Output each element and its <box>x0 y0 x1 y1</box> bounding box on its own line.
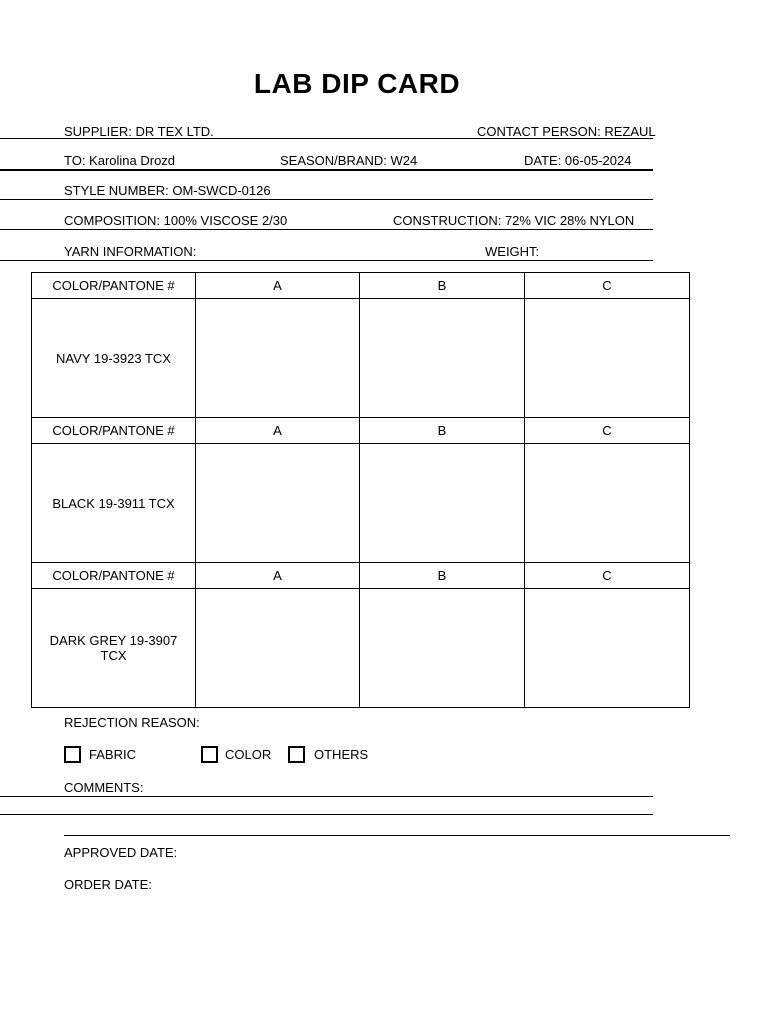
composition-field: COMPOSITION: 100% VISCOSE 2/30 <box>64 213 288 228</box>
color-pantone-header: COLOR/PANTONE # <box>32 273 196 299</box>
column-b-header: B <box>360 418 525 444</box>
others-label: OTHERS <box>314 747 369 762</box>
style-number-field: STYLE NUMBER: OM-SWCD-0126 <box>64 183 271 198</box>
date-field: DATE: 06-05-2024 <box>524 153 632 168</box>
column-c-header: C <box>525 273 690 299</box>
fabric-checkbox[interactable] <box>64 746 81 763</box>
divider <box>64 835 730 836</box>
divider <box>0 169 653 171</box>
contact-person-field: CONTACT PERSON: REZAUL <box>477 124 656 139</box>
color-name-cell: NAVY 19-3923 TCX <box>32 299 196 418</box>
column-a-header: A <box>196 418 360 444</box>
table-row <box>32 589 690 708</box>
swatch-c-cell <box>525 299 690 418</box>
weight-field: WEIGHT: <box>485 244 540 259</box>
color-pantone-header: COLOR/PANTONE # <box>32 563 196 589</box>
column-b-header: B <box>360 563 525 589</box>
column-a-header: A <box>196 563 360 589</box>
swatch-a-cell <box>196 444 360 563</box>
swatch-b-cell <box>360 444 525 563</box>
color-pantone-header: COLOR/PANTONE # <box>32 418 196 444</box>
yarn-information-field: YARN INFORMATION: <box>64 244 197 259</box>
swatch-b-cell <box>360 299 525 418</box>
color-name-cell: DARK GREY 19-3907 TCX <box>32 589 196 708</box>
color-checkbox[interactable] <box>201 746 218 763</box>
comments-line <box>0 814 653 815</box>
order-date-label: ORDER DATE: <box>64 877 152 892</box>
rejection-reason-label: REJECTION REASON: <box>64 715 200 730</box>
supplier-field: SUPPLIER: DR TEX LTD. <box>64 124 214 139</box>
color-name-cell: BLACK 19-3911 TCX <box>32 444 196 563</box>
table-header-row <box>32 418 690 444</box>
construction-field: CONSTRUCTION: 72% VIC 28% NYLON <box>393 213 635 228</box>
column-c-header: C <box>525 418 690 444</box>
divider <box>0 199 653 200</box>
divider <box>0 260 653 261</box>
divider <box>0 229 653 230</box>
column-a-header: A <box>196 273 360 299</box>
fabric-label: FABRIC <box>89 747 136 762</box>
swatch-a-cell <box>196 589 360 708</box>
approved-date-label: APPROVED DATE: <box>64 845 178 860</box>
table-row <box>32 299 690 418</box>
page-title: LAB DIP CARD <box>253 68 461 99</box>
lab-dip-table <box>31 272 690 708</box>
comments-line <box>0 796 653 797</box>
color-label: COLOR <box>225 747 272 762</box>
table-header-row <box>32 563 690 589</box>
to-field: TO: Karolina Drozd <box>64 153 176 168</box>
swatch-c-cell <box>525 589 690 708</box>
swatch-b-cell <box>360 589 525 708</box>
table-header-row <box>32 273 690 299</box>
table-row <box>32 444 690 563</box>
column-c-header: C <box>525 563 690 589</box>
comments-label: COMMENTS: <box>64 780 144 795</box>
swatch-a-cell <box>196 299 360 418</box>
swatch-c-cell <box>525 444 690 563</box>
column-b-header: B <box>360 273 525 299</box>
season-brand-field: SEASON/BRAND: W24 <box>280 153 418 168</box>
divider <box>0 138 653 139</box>
others-checkbox[interactable] <box>288 746 305 763</box>
